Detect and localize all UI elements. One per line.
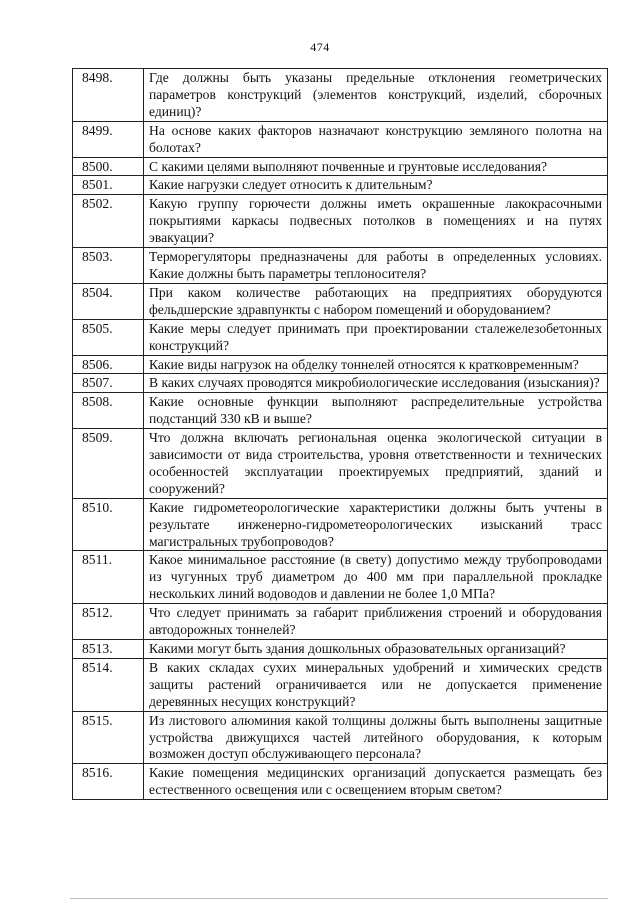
table-row bbox=[73, 121, 608, 157]
question-text: В каких складах сухих минеральных удобрений и химических средств защиты растений ограничивается или не допускается применение деревянных несущих конструкций? bbox=[144, 658, 608, 711]
question-number: 8499. bbox=[73, 121, 144, 157]
table-row bbox=[73, 498, 608, 551]
question-number: 8512. bbox=[73, 604, 144, 640]
page-number: 474 bbox=[310, 40, 330, 54]
questions-table-body bbox=[73, 69, 608, 800]
table-row bbox=[73, 69, 608, 122]
question-number: 8511. bbox=[73, 551, 144, 604]
table-row bbox=[73, 157, 608, 176]
question-number: 8502. bbox=[73, 195, 144, 248]
table-row bbox=[73, 393, 608, 429]
question-number: 8504. bbox=[73, 283, 144, 319]
question-number: 8505. bbox=[73, 319, 144, 355]
table-row bbox=[73, 640, 608, 659]
question-number: 8510. bbox=[73, 498, 144, 551]
table-row bbox=[73, 195, 608, 248]
question-text: На основе каких факторов назначают конструкцию земляного полотна на болотах? bbox=[144, 121, 608, 157]
question-number: 8507. bbox=[73, 374, 144, 393]
question-number: 8508. bbox=[73, 393, 144, 429]
question-text: Какими могут быть здания дошкольных образовательных организаций? bbox=[144, 640, 608, 659]
question-text: Какое минимальное расстояние (в свету) допустимо между трубопроводами из чугунных труб диаметром до 400 мм при параллельной прокладке нескольких линий водоводов и давлении не более 1,0 МПа? bbox=[144, 551, 608, 604]
question-text: Что должна включать региональная оценка экологической ситуации в зависимости от вида строительства, уровня ответственности и технических особенностей эксплуатации проектируемых предприятий, зданий и сооружений? bbox=[144, 429, 608, 499]
question-text: Какие помещения медицинских организаций допускается размещать без естественного освещения или с освещением вторым светом? bbox=[144, 764, 608, 800]
table-row bbox=[73, 604, 608, 640]
question-text: Какие меры следует принимать при проектировании сталежелезобетонных конструкций? bbox=[144, 319, 608, 355]
question-number: 8498. bbox=[73, 69, 144, 122]
question-text: Какие нагрузки следует относить к длительным? bbox=[144, 176, 608, 195]
table-row bbox=[73, 248, 608, 284]
question-number: 8506. bbox=[73, 355, 144, 374]
question-number: 8514. bbox=[73, 658, 144, 711]
table-row bbox=[73, 429, 608, 499]
question-number: 8503. bbox=[73, 248, 144, 284]
question-text: В каких случаях проводятся микробиологические исследования (изыскания)? bbox=[144, 374, 608, 393]
question-text: С какими целями выполняют почвенные и грунтовые исследования? bbox=[144, 157, 608, 176]
table-row bbox=[73, 551, 608, 604]
table-row bbox=[73, 658, 608, 711]
question-text: Какие основные функции выполняют распределительные устройства подстанций 330 кВ и выше? bbox=[144, 393, 608, 429]
question-number: 8501. bbox=[73, 176, 144, 195]
table-row bbox=[73, 374, 608, 393]
table-row bbox=[73, 176, 608, 195]
table-row bbox=[73, 764, 608, 800]
question-number: 8509. bbox=[73, 429, 144, 499]
question-text: При каком количестве работающих на предприятиях оборудуются фельдшерские здравпункты с набором помещений и оборудованием? bbox=[144, 283, 608, 319]
question-text: Что следует принимать за габарит приближения строений и оборудования автодорожных тоннелей? bbox=[144, 604, 608, 640]
question-number: 8516. bbox=[73, 764, 144, 800]
question-text: Терморегуляторы предназначены для работы в определенных условиях. Какие должны быть параметры теплоносителя? bbox=[144, 248, 608, 284]
table-row bbox=[73, 319, 608, 355]
question-number: 8500. bbox=[73, 157, 144, 176]
question-text: Где должны быть указаны предельные отклонения геометрических параметров конструкций (элементов конструкций, изделий, сборочных единиц)? bbox=[144, 69, 608, 122]
question-text: Какие виды нагрузок на обделку тоннелей относятся к кратковременным? bbox=[144, 355, 608, 374]
question-number: 8513. bbox=[73, 640, 144, 659]
bottom-divider bbox=[70, 898, 608, 899]
table-row bbox=[73, 355, 608, 374]
questions-table bbox=[72, 68, 608, 800]
question-text: Какие гидрометеорологические характеристики должны быть учтены в результате инженерно-гидрометеорологических изысканий трасс магистральных трубопроводов? bbox=[144, 498, 608, 551]
question-number: 8515. bbox=[73, 711, 144, 764]
question-text: Какую группу горючести должны иметь окрашенные лакокрасочными покрытиями каркасы подвесных потолков в помещениях и на путях эвакуации? bbox=[144, 195, 608, 248]
table-row bbox=[73, 711, 608, 764]
table-row bbox=[73, 283, 608, 319]
question-text: Из листового алюминия какой толщины должны быть выполнены защитные устройства движущихся частей литейного оборудования, к которым возможен доступ обслуживающего персонала? bbox=[144, 711, 608, 764]
